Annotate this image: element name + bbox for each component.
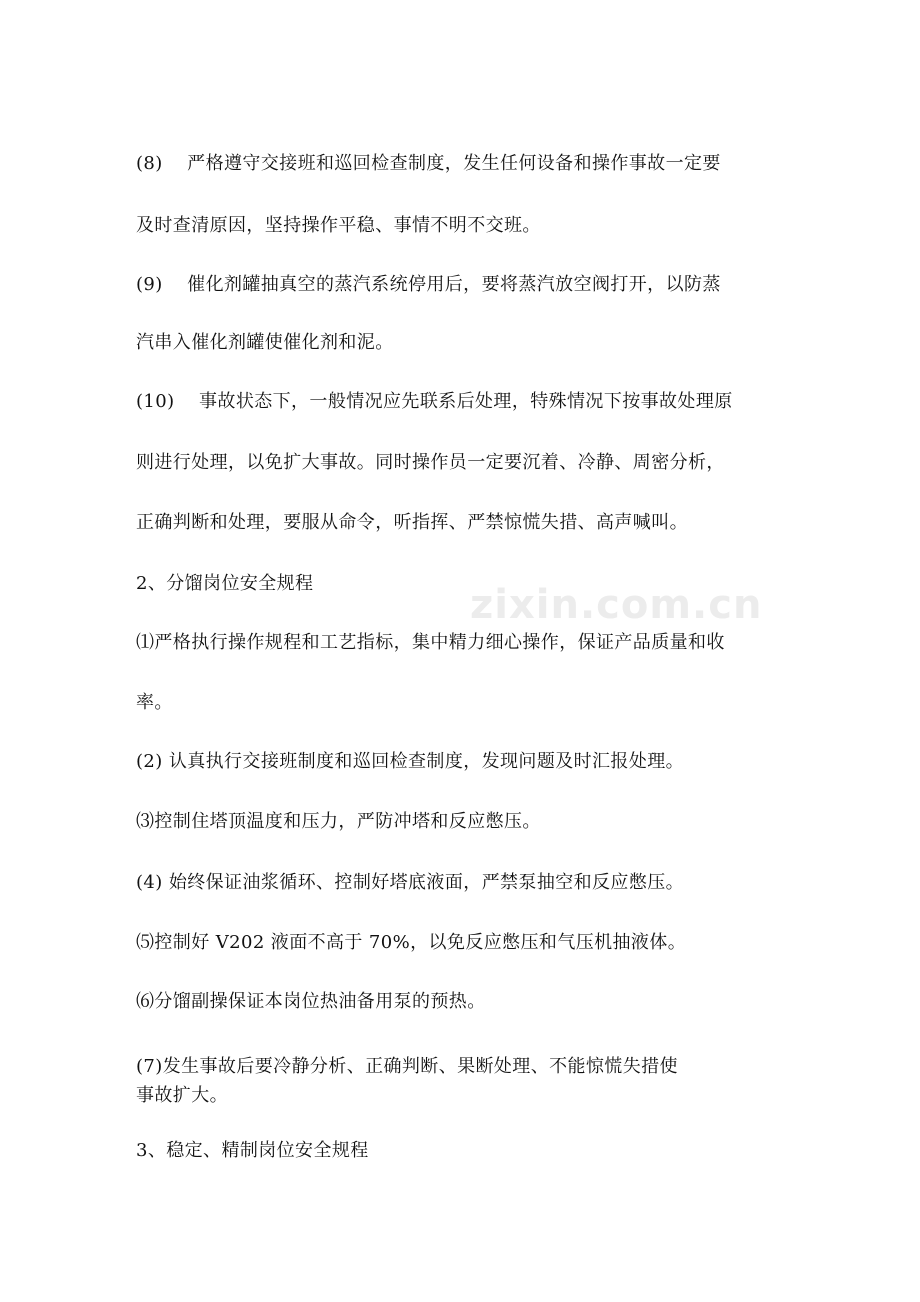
text-line: ⑹分馏副操保证本岗位热油备用泵的预热。 (136, 991, 486, 1012)
text-line: ⑴严格执行操作规程和工艺指标，集中精力细心操作，保证产品质量和收 (136, 632, 725, 653)
text-line: 正确判断和处理，要服从命令，听指挥、严禁惊慌失措、高声喊叫。 (136, 512, 688, 533)
text-line: 则进行处理，以免扩大事故。同时操作员一定要沉着、冷静、周密分析， (136, 452, 725, 473)
text-line: ⑶控制住塔顶温度和压力，严防冲塔和反应憋压。 (136, 811, 541, 832)
text-line: 率。 (136, 692, 173, 713)
text-line: ⑸控制好 V202 液面不高于 70%，以免反应憋压和气压机抽液体。 (136, 932, 687, 953)
text-line: 汽串入催化剂罐使催化剂和泥。 (136, 332, 394, 353)
text-line: 及时查清原因，坚持操作平稳、事情不明不交班。 (136, 215, 541, 236)
section-heading: 3、稳定、精制岗位安全规程 (136, 1140, 369, 1161)
text-line: 事故扩大。 (136, 1085, 228, 1106)
text-line: (2) 认真执行交接班制度和巡回检查制度，发现问题及时汇报处理。 (136, 751, 685, 772)
text-line: (10) 事故状态下，一般情况应先联系后处理，特殊情况下按事故处理原 (136, 391, 733, 412)
watermark-logo: zixin.com.cn (470, 582, 763, 628)
section-heading: 2、分馏岗位安全规程 (136, 573, 314, 594)
text-line: (7)发生事故后要冷静分析、正确判断、果断处理、不能惊慌失措使 (136, 1056, 678, 1077)
text-line: (4) 始终保证油浆循环、控制好塔底液面，严禁泵抽空和反应憋压。 (136, 872, 685, 893)
text-line: (9) 催化剂罐抽真空的蒸汽系统停用后，要将蒸汽放空阀打开，以防蒸 (136, 274, 721, 295)
text-line: (8) 严格遵守交接班和巡回检查制度，发生任何设备和操作事故一定要 (136, 153, 721, 174)
